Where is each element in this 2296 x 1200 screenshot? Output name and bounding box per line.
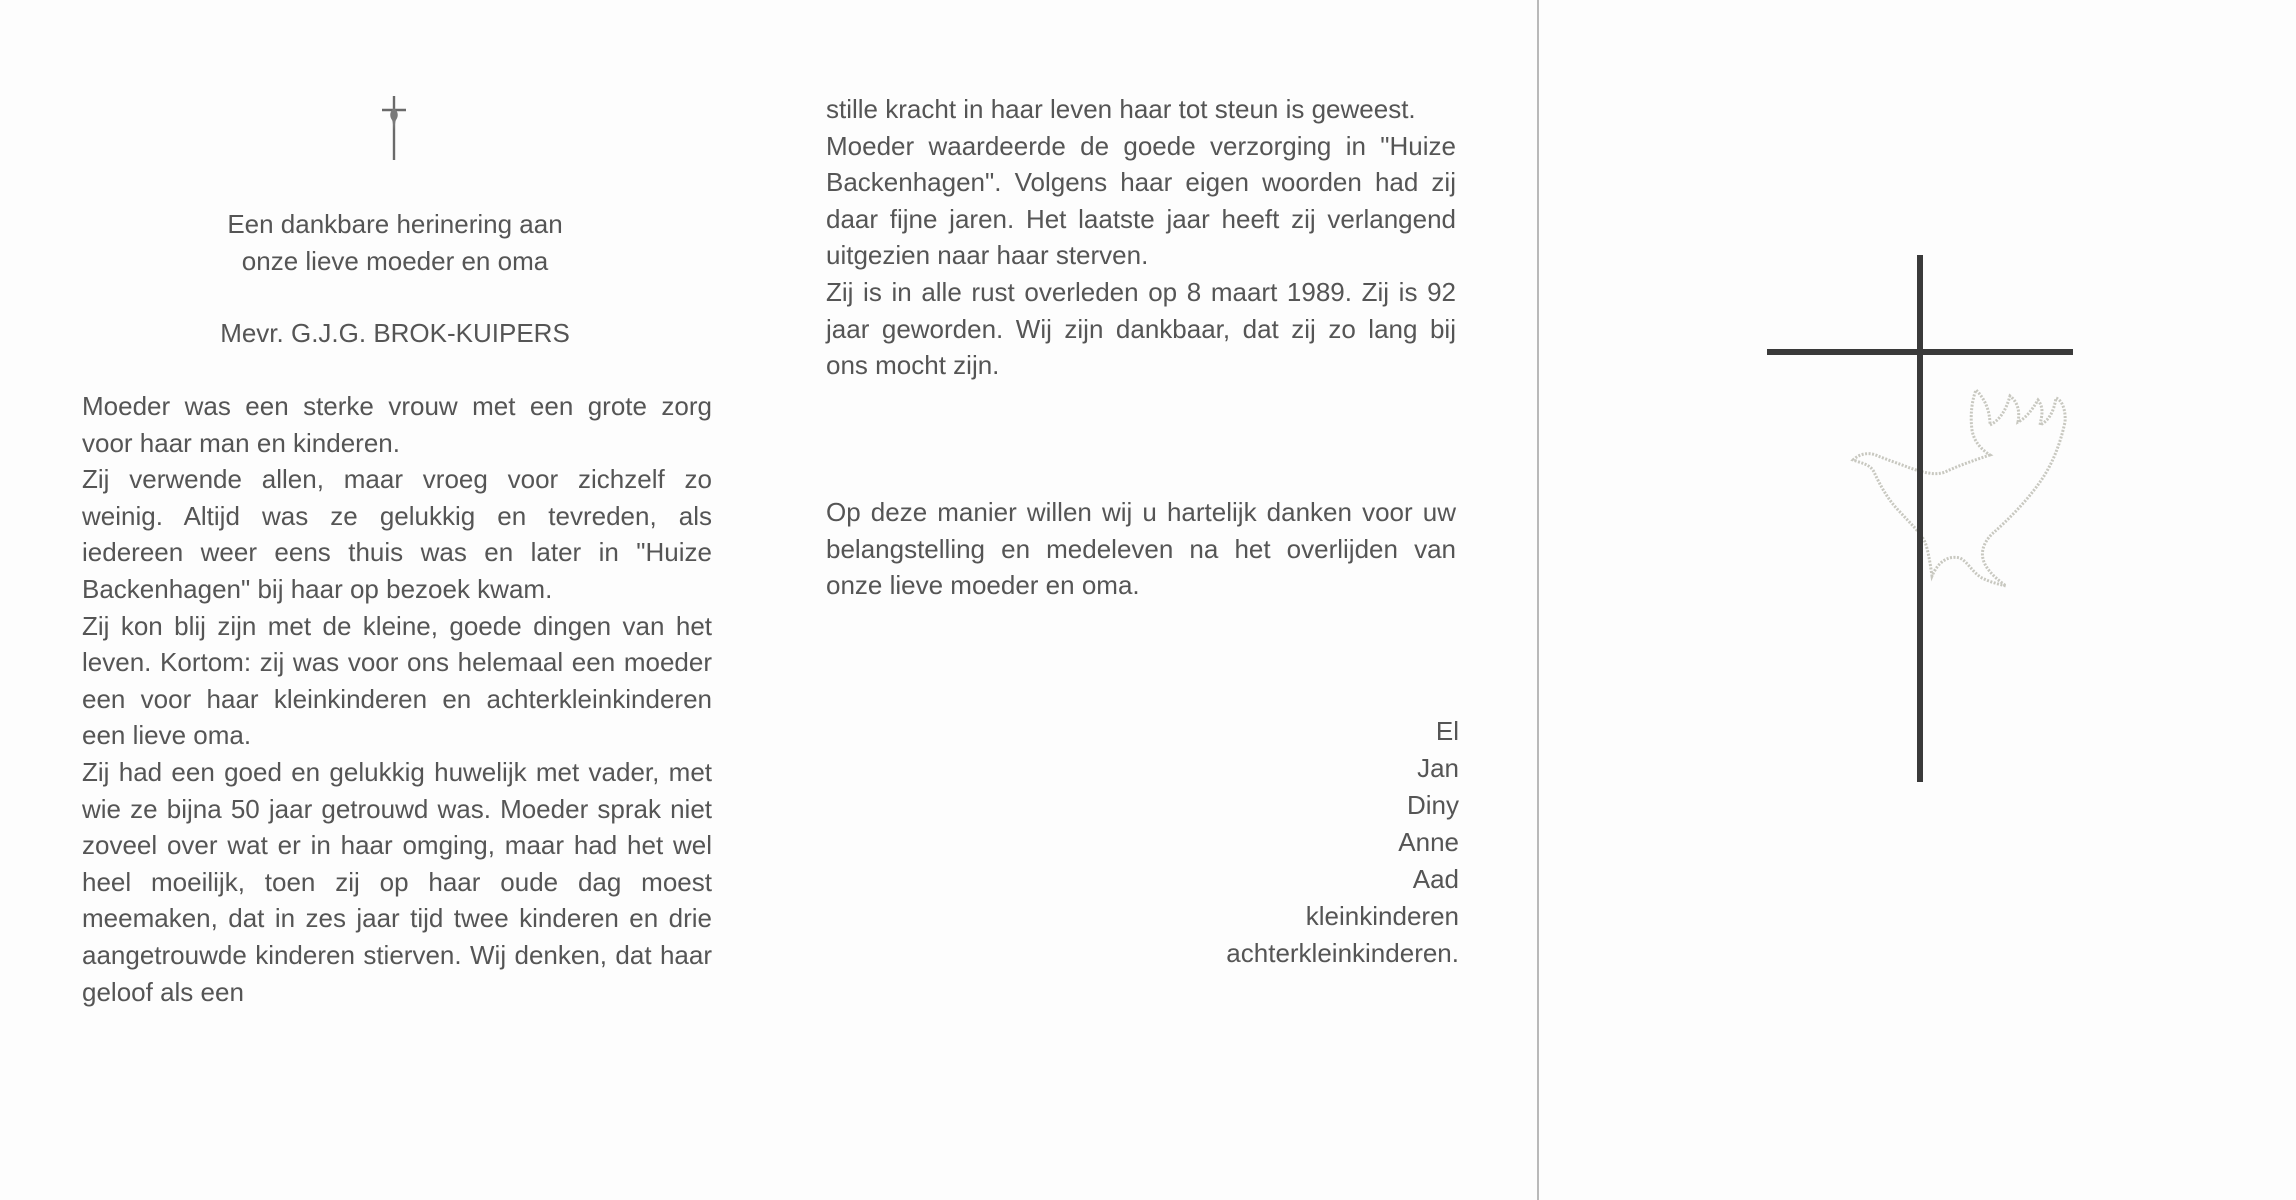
paragraph: Zij had een goed en gelukkig huwelijk met vader, met wie ze bijna 50 jaar getrouwd was. Moeder sprak niet zoveel over wat er in haar omging, maar had het wel heel moeilijk, toen zij op haar oude dag moest meemaken, dat in zes jaar tijd twee kinderen en drie aangetrouwde kinderen stierven. Wij denken, dat haar geloof als een (82, 756, 712, 1007)
paragraph: Zij kon blij zijn met de kleine, goede dingen van het leven. Kortom: zij was voor ons helemaal een moeder een voor haar kleinkinderen en achterkleinkinderen een lieve oma. (82, 610, 712, 751)
heading-line-2: onze lieve moeder en oma (241, 246, 549, 276)
signer: Aad (1412, 864, 1459, 894)
signer: El (1435, 716, 1459, 746)
signer: achterkleinkinderen. (1226, 938, 1459, 968)
signers-list (1226, 713, 1459, 972)
memorial-text-column-2 (826, 91, 1456, 384)
crucifix-icon (374, 92, 414, 166)
paragraph: Moeder waardeerde de goede verzorging in "Huize Backenhagen". Volgens haar eigen woorden had zij daar fijne jaren. Het laatste jaar heeft zij verlangend uitgezien naar haar sterven. (826, 130, 1456, 271)
paragraph: stille kracht in haar leven haar tot steun is geweest. (826, 94, 1416, 124)
paragraph: Zij verwende allen, maar vroeg voor zichzelf zo weinig. Altijd was ze gelukkig en tevreden, als iedereen weer eens thuis was en later in "Huize Backenhagen" bij haar op bezoek kwam. (82, 464, 712, 604)
memorial-text-column-1 (82, 388, 712, 1010)
heading-line-1: Een dankbare herinering aan (227, 209, 563, 239)
cover-illustration (1760, 250, 2080, 790)
paragraph: Moeder was een sterke vrouw met een grote zorg voor haar man en kinderen. (82, 391, 712, 458)
dove-icon (1853, 390, 2065, 586)
signer: kleinkinderen (1305, 901, 1459, 931)
deceased-name: Mevr. G.J.G. BROK-KUIPERS (220, 318, 570, 348)
cross-icon (1767, 255, 2073, 782)
memorial-heading (180, 206, 610, 280)
paragraph: Zij is in alle rust overleden op 8 maart 1989. Zij is 92 jaar geworden. Wij zijn dankbaar, dat zij zo lang bij ons mocht zijn. (826, 276, 1456, 381)
signer: Jan (1417, 753, 1459, 783)
thanks-paragraph: Op deze manier willen wij u hartelijk danken voor uw belangstelling en medeleven na het overlijden van onze lieve moeder en oma. (826, 497, 1456, 601)
card-fold-line (1537, 0, 1539, 1200)
thanks-text (826, 494, 1456, 604)
signer: Anne (1398, 827, 1459, 857)
signer: Diny (1406, 790, 1459, 820)
